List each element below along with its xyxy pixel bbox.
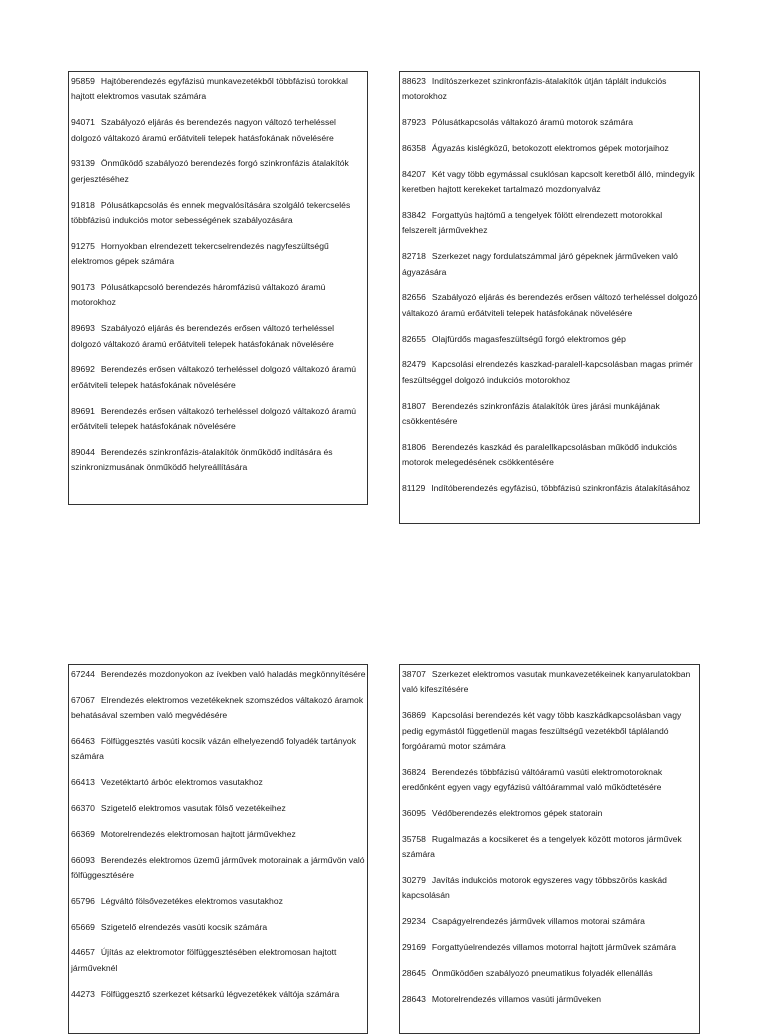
patent-number: 82656 — [402, 292, 426, 303]
patent-number: 65796 — [71, 895, 95, 906]
patent-entry — [71, 693, 367, 724]
patent-number: 89693 — [71, 323, 95, 334]
patent-entry — [71, 445, 367, 476]
patent-entry — [402, 667, 699, 698]
patent-entry — [71, 987, 367, 1002]
patent-title: Forgattyúelrendezés villamos motorral hajtott járművek számára — [431, 942, 676, 953]
patent-entry — [402, 167, 699, 198]
patent-title: Légváltó fölsővezetékes elektromos vasutakhoz — [100, 895, 283, 906]
patent-number: 66370 — [71, 803, 95, 813]
patent-title: Önműködően szabályozó pneumatikus folyadék ellenállás — [431, 967, 653, 978]
patent-number: 81129 — [402, 483, 426, 494]
patent-number: 66093 — [71, 854, 95, 865]
patent-number: 82655 — [402, 333, 426, 344]
patent-number: 83842 — [402, 210, 426, 220]
patent-number: 36869 — [402, 710, 426, 721]
patent-title: Berendezés elektromos üzemű járművek motorainak a járművön való fölfüggesztésére — [71, 854, 365, 880]
patent-number: 35758 — [402, 833, 426, 844]
patent-title: Hornyokban elrendezett tekercselrendezés nagyfeszültségű elektromos gépek számára — [71, 240, 329, 267]
patent-number: 89691 — [71, 405, 95, 416]
patent-entry — [71, 945, 367, 976]
patent-entry — [402, 290, 699, 321]
patent-entry — [71, 362, 367, 393]
patent-entry — [402, 940, 699, 955]
patent-number: 67244 — [71, 669, 95, 679]
patent-entry — [71, 801, 367, 816]
patent-number: 94071 — [71, 117, 95, 128]
patent-entry — [402, 873, 699, 904]
patent-entry — [402, 440, 699, 471]
patent-entry — [402, 765, 699, 796]
patent-number: 28645 — [402, 967, 426, 978]
patent-list-box-top-left — [68, 71, 368, 505]
patent-title: Szerkezet elektromos vasutak munkavezetékeinek kanyarulatokban való kifeszítésére — [402, 669, 691, 695]
patent-entry — [71, 198, 367, 229]
patent-title: Fölfüggesztés vasúti kocsik vázán elhelyezendő folyadék tartányok számára — [71, 736, 356, 762]
patent-title: Szigetelő elrendezés vasúti kocsik számára — [100, 921, 268, 932]
patent-title: Motorelrendezés villamos vasúti járműveken — [431, 993, 601, 1004]
patent-entry — [402, 115, 699, 130]
patent-title: Ágyazás kislégközű, betokozott elektromos gépek motorjaihoz — [431, 143, 669, 153]
patent-entry — [71, 775, 367, 790]
patent-entry — [71, 280, 367, 311]
patent-list-box-bottom-right — [399, 664, 700, 1034]
patent-entry — [402, 332, 699, 347]
patent-title: Újítás az elektromotor fölfüggesztésében elektromosan hajtott járműveknél — [71, 947, 337, 973]
patent-number: 67067 — [71, 694, 95, 705]
patent-entry — [71, 853, 367, 884]
patent-entry — [402, 708, 699, 754]
patent-title: Javítás indukciós motorok egyszeres vagy többszörös kaskád kapcsolásán — [402, 875, 667, 901]
patent-number: 30279 — [402, 875, 426, 886]
patent-entry — [71, 920, 367, 935]
patent-number: 29169 — [402, 942, 426, 953]
patent-entry — [402, 249, 699, 280]
patent-title: Hajtóberendezés egyfázisú munkavezetékből többfázisú torokkal hajtott elektromos vasutak számára — [71, 76, 348, 102]
patent-number: 91818 — [71, 199, 95, 210]
patent-title: Berendezés szinkronfázis-átalakítók önműködő indítására és szinkronizmusának önműködő helyreállítására — [71, 446, 333, 473]
patent-number: 82718 — [402, 251, 426, 262]
patent-entry — [71, 239, 367, 270]
patent-title: Indítószerkezet szinkronfázis-átalakítók útján táplált indukciós motorokhoz — [402, 76, 667, 102]
patent-title: Szabályozó eljárás és berendezés erősen változó terheléssel dolgozó váltakozó áramú erőátviteli telepek hatásfokának növelésére — [402, 292, 698, 318]
patent-number: 87923 — [402, 117, 426, 128]
patent-title: Rugalmazás a kocsikeret és a tengelyek között motoros járművek számára — [402, 833, 682, 860]
patent-number: 93139 — [71, 158, 95, 169]
patent-number: 89044 — [71, 446, 95, 457]
patent-entry — [402, 481, 699, 496]
patent-number: 66369 — [71, 828, 95, 839]
patent-number: 65669 — [71, 921, 95, 932]
patent-title: Motorelrendezés elektromosan hajtott járművekhez — [100, 828, 296, 839]
patent-entry — [402, 966, 699, 981]
patent-entry — [71, 894, 367, 909]
patent-title: Olajfürdős magasfeszültségű forgó elektromos gép — [431, 333, 626, 344]
patent-title: Szigetelő elektromos vasutak fölső vezetékeihez — [100, 803, 286, 813]
patent-title: Védőberendezés elektromos gépek statorain — [431, 808, 603, 819]
patent-number: 86358 — [402, 143, 426, 153]
patent-list-box-bottom-left — [68, 664, 368, 1034]
patent-entry — [402, 806, 699, 821]
patent-entry — [402, 832, 699, 863]
patent-number: 44273 — [71, 988, 95, 999]
patent-number: 81806 — [402, 441, 426, 452]
patent-number: 44657 — [71, 947, 95, 958]
patent-number: 66413 — [71, 777, 95, 788]
patent-title: Két vagy több egymással csuklósan kapcsolt keretből álló, mindegyik keretben hajtott kerekeket tartalmazó mozdonyalváz — [402, 168, 695, 195]
patent-entry — [71, 734, 367, 765]
patent-number: 82479 — [402, 359, 426, 370]
patent-title: Pólusátkapcsoló berendezés háromfázisú váltakozó áramú motorokhoz — [71, 282, 326, 308]
patent-list-box-top-right — [399, 71, 700, 524]
patent-entry — [71, 74, 367, 105]
patent-entry — [402, 74, 699, 105]
patent-number: 38707 — [402, 669, 426, 679]
patent-title: Csapágyelrendezés járművek villamos motorai számára — [431, 916, 645, 927]
patent-title: Vezetéktartó árbóc elektromos vasutakhoz — [100, 777, 263, 788]
patent-title: Kapcsolási berendezés két vagy több kaszkádkapcsolásban vagy pedig egymástól függetlenül magas feszültségű vezetékből táplálandó forgóáramú motor számára — [402, 710, 682, 752]
patent-entry — [402, 141, 699, 156]
patent-entry — [402, 357, 699, 388]
patent-number: 66463 — [71, 736, 95, 746]
patent-number: 88623 — [402, 76, 426, 86]
patent-title: Szabályozó eljárás és berendezés erősen változó terheléssel dolgozó váltakozó áramú erőátviteli telepek hatásfokának növelésére — [71, 323, 335, 349]
patent-entry — [71, 827, 367, 842]
patent-entry — [71, 115, 367, 146]
patent-title: Berendezés kaszkád és paralellkapcsolásban működő indukciós motorok melegedésének csökkentésére — [402, 441, 677, 468]
patent-title: Indítóberendezés egyfázisú, többfázisú szinkronfázis átalakításához — [431, 483, 691, 494]
patent-number: 95859 — [71, 76, 95, 86]
patent-number: 36824 — [402, 766, 426, 777]
patent-title: Berendezés szinkronfázis átalakítók üres járási munkájának csökkentésére — [402, 400, 660, 427]
patent-title: Berendezés erősen váltakozó terheléssel dolgozó váltakozó áramú erőátviteli telepek hatásfokának növelésére — [71, 364, 357, 390]
patent-title: Berendezés többfázisú váltóáramú vasúti elektromotoroknak eredőnként egyen vagy egyfázisú váltóárammal való működtetésére — [402, 766, 663, 793]
patent-number: 91275 — [71, 240, 95, 251]
patent-number: 89692 — [71, 364, 95, 375]
patent-number: 36095 — [402, 808, 426, 819]
patent-title: Önműködő szabályozó berendezés forgó szinkronfázis átalakítók gerjesztéséhez — [71, 158, 349, 184]
patent-number: 90173 — [71, 282, 95, 293]
patent-entry — [402, 399, 699, 430]
patent-number: 29234 — [402, 916, 426, 927]
patent-entry — [71, 321, 367, 352]
patent-title: Berendezés mozdonyokon az ívekben való haladás megkönnyítésére — [100, 669, 366, 679]
patent-title: Berendezés erősen váltakozó terheléssel dolgozó váltakozó áramú erőátviteli telepek hatásfokának növelésére — [71, 405, 357, 432]
patent-number: 28643 — [402, 993, 426, 1004]
patent-title: Szabályozó eljárás és berendezés nagyon változó terheléssel dolgozó váltakozó áramú erőátviteli telepek hatásfokának növelésére — [71, 117, 336, 143]
patent-entry — [71, 156, 367, 187]
patent-entry — [402, 208, 699, 239]
patent-title: Pólusátkapcsolás és ennek megvalósítására szolgáló tekercselés többfázisú indukciós motor sebességének szabályozására — [71, 199, 351, 226]
patent-title: Fölfüggesztő szerkezet kétsarkú légvezetékek váltója számára — [100, 988, 340, 999]
patent-number: 84207 — [402, 168, 426, 179]
patent-title: Szerkezet nagy fordulatszámmal járó gépeknek járműveken való ágyazására — [402, 251, 678, 277]
patent-entry — [402, 992, 699, 1007]
patent-title: Kapcsolási elrendezés kaszkad-paralell-kapcsolásban magas primér feszültséggel dolgozó indukciós motorokhoz — [402, 359, 693, 385]
patent-entry — [402, 914, 699, 929]
patent-number: 81807 — [402, 400, 426, 411]
patent-title: Elrendezés elektromos vezetékeknek szomszédos váltakozó áramok behatásával szemben való megvédésére — [71, 694, 364, 721]
patent-title: Pólusátkapcsolás váltakozó áramú motorok számára — [431, 117, 633, 128]
patent-entry — [71, 404, 367, 435]
patent-title: Forgattyús hajtómű a tengelyek fölött elrendezett motorokkal felszerelt járművekhez — [402, 210, 663, 236]
patent-entry — [71, 667, 367, 682]
